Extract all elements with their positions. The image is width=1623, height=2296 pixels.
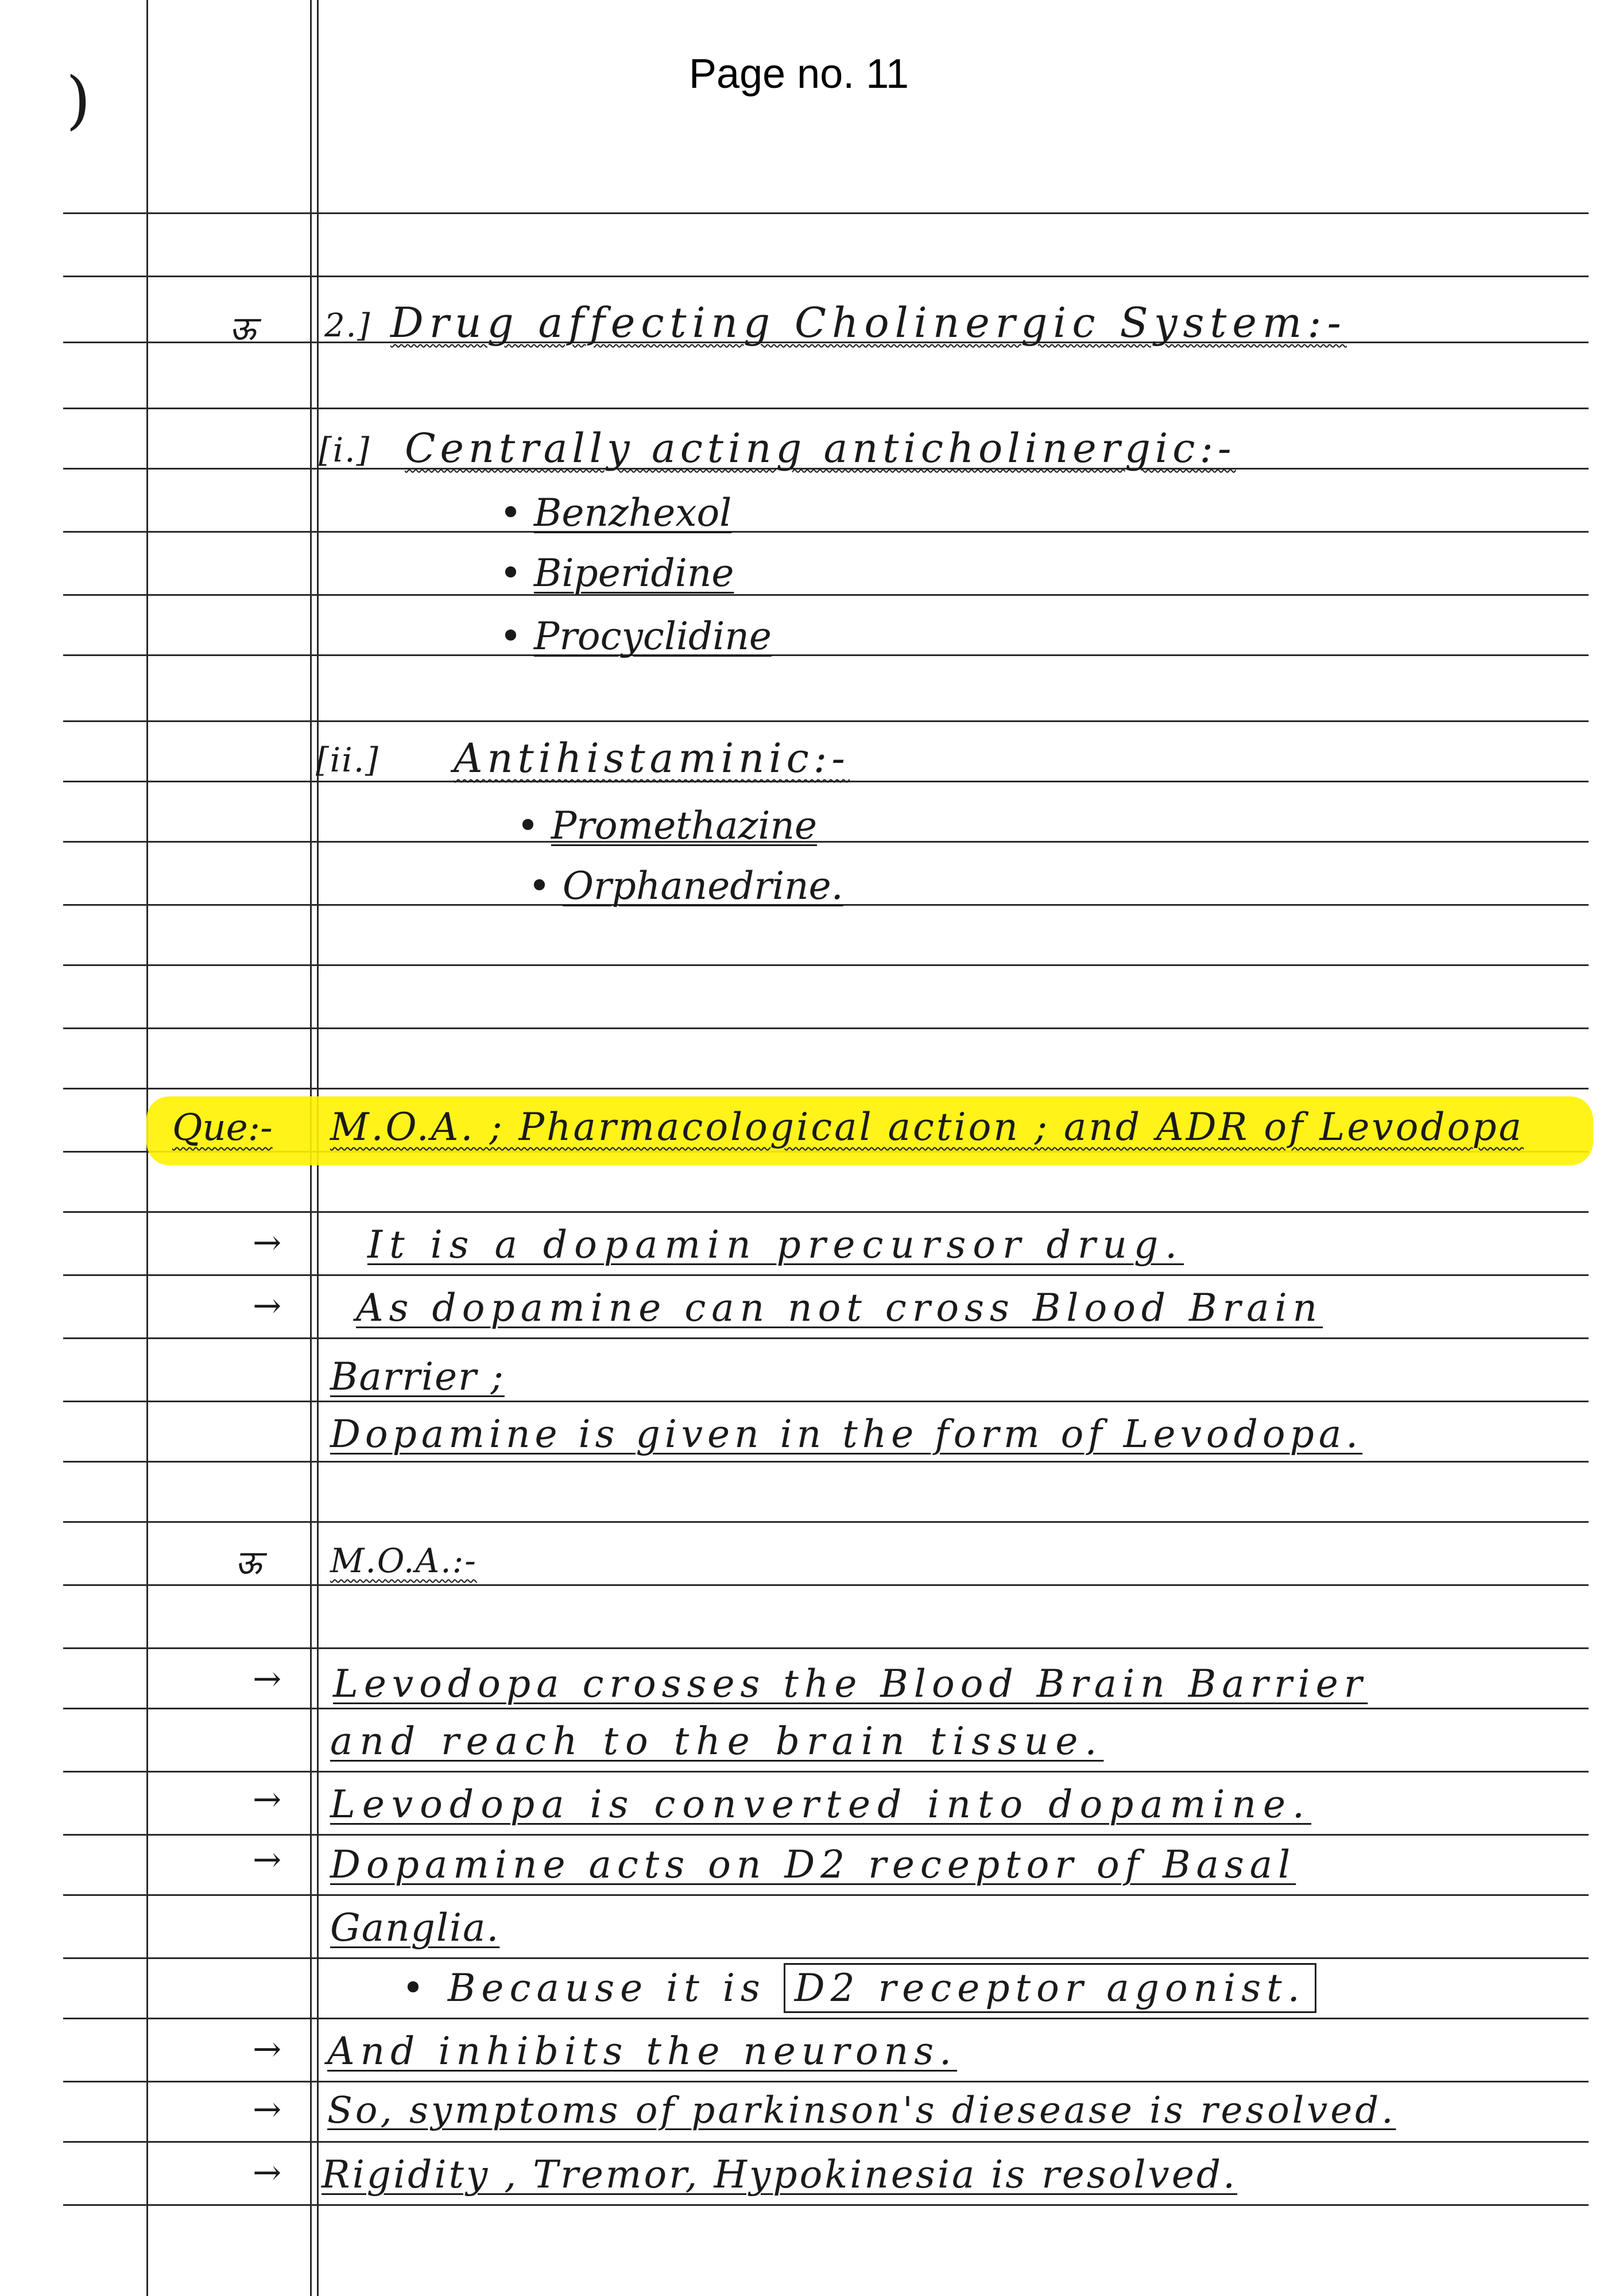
ruled-line (63, 212, 1589, 214)
ruled-line (63, 720, 1589, 722)
intro-line: As dopamine can not cross Blood Brain (356, 1286, 1323, 1330)
ruled-line (63, 1584, 1589, 1586)
intro-line: It is a dopamin precursor drug. (367, 1223, 1184, 1267)
moa-line: Rigidity , Tremor, Hypokinesia is resolved. (321, 2152, 1238, 2197)
ruled-line (63, 1211, 1589, 1213)
ruled-line (63, 654, 1589, 656)
subsection-heading: Centrally acting anticholinergic:- (405, 425, 1236, 472)
arrow-icon: → (253, 2089, 282, 2130)
drug-name: Promethazine (551, 804, 818, 848)
ruled-line (63, 1401, 1589, 1402)
subsection-label: [ii.] (316, 740, 379, 779)
moa-line: Levodopa crosses the Blood Brain Barrier (333, 1662, 1368, 1706)
ruled-line (63, 1708, 1589, 1709)
ruled-line (63, 1521, 1589, 1523)
drug-name: Procyclidine (533, 614, 772, 658)
ruled-line (63, 276, 1589, 277)
answer-marker: ऊ (230, 309, 256, 348)
arrow-icon: → (253, 1779, 282, 1820)
moa-line: • Because it is D2 receptor agonist. (402, 1966, 1316, 2010)
arrow-icon: → (253, 2152, 282, 2193)
arrow-icon: → (253, 1659, 282, 1699)
ruled-line (63, 408, 1589, 409)
ruled-line (63, 1461, 1589, 1463)
drug-name: Benzhexol (533, 491, 732, 535)
ruled-line (63, 594, 1589, 596)
moa-line: Ganglia. (330, 1906, 500, 1950)
ruled-line (63, 531, 1589, 533)
moa-heading: M.O.A.:- (330, 1541, 477, 1580)
arrow-icon: → (253, 1286, 282, 1326)
list-item: • Benzhexol (499, 491, 732, 535)
question-marker: Que:- (172, 1107, 273, 1149)
moa-line: Dopamine acts on D2 receptor of Basal (330, 1843, 1296, 1887)
list-item: • Biperidine (499, 551, 734, 595)
ruled-line (63, 1771, 1589, 1773)
ruled-line (63, 1337, 1589, 1339)
subsection-heading: Antihistaminic:- (454, 735, 850, 782)
ruled-line (63, 2081, 1589, 2082)
ruled-line (63, 2141, 1589, 2143)
arrow-icon: → (253, 2029, 282, 2069)
intro-line: Dopamine is given in the form of Levodopa. (330, 1412, 1363, 1456)
ruled-line (63, 1027, 1589, 1029)
moa-line: Levodopa is converted into dopamine. (330, 1782, 1312, 1826)
ruled-line (63, 1647, 1589, 1649)
ruled-line (63, 1894, 1589, 1896)
ruled-line (63, 1834, 1589, 1836)
ruled-line (63, 964, 1589, 966)
intro-line: Barrier ; (330, 1355, 505, 1399)
margin-bracket-mark: ) (66, 63, 92, 137)
section-heading: Drug affecting Cholinergic System:- (390, 298, 1347, 347)
moa-line: and reach to the brain tissue. (330, 1719, 1104, 1763)
ruled-line (63, 841, 1589, 843)
list-item: • Procyclidine (499, 614, 772, 658)
drug-name: Biperidine (533, 551, 734, 595)
ruled-line (63, 1274, 1589, 1276)
list-item: • Promethazine (517, 804, 818, 848)
moa-line-prefix: Because it is (447, 1966, 766, 2010)
page-number-header: Page no. 11 (689, 51, 909, 97)
subsection-label: [i.] (319, 430, 371, 470)
ruled-line (63, 1957, 1589, 1959)
question-text: M.O.A. ; Pharmacological action ; and ADR of Levodopa (330, 1105, 1524, 1149)
ruled-line (63, 1088, 1589, 1089)
answer-marker: ऊ (235, 1543, 262, 1582)
arrow-icon: → (253, 1840, 282, 1880)
section-number: 2.] (324, 307, 371, 344)
arrow-icon: → (253, 1223, 282, 1263)
ruled-line (63, 2018, 1589, 2019)
boxed-term: D2 receptor agonist. (784, 1963, 1316, 2013)
moa-line: So, symptoms of parkinson's diesease is resolved. (327, 2089, 1396, 2132)
moa-line: And inhibits the neurons. (327, 2029, 958, 2073)
list-item: • Orphanedrine. (528, 864, 843, 908)
ruled-line (63, 2204, 1589, 2206)
drug-name: Orphanedrine. (562, 864, 843, 908)
